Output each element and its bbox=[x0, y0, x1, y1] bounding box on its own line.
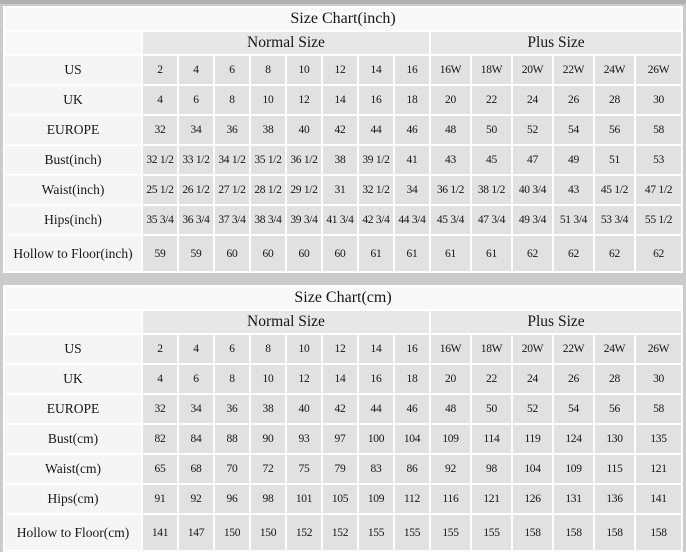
size-value-cell: 12 bbox=[323, 56, 357, 84]
size-value-cell: 26 bbox=[554, 365, 593, 393]
size-value-cell: 141 bbox=[143, 515, 177, 550]
size-value-cell: 115 bbox=[595, 455, 634, 483]
size-value-cell: 75 bbox=[287, 455, 321, 483]
size-value-cell: 62 bbox=[554, 236, 593, 271]
size-value-cell: 39 1/2 bbox=[359, 146, 393, 174]
size-value-cell: 158 bbox=[513, 515, 552, 550]
table-row bbox=[5, 176, 681, 204]
size-value-cell: 43 bbox=[431, 146, 470, 174]
size-value-cell: 10 bbox=[287, 56, 321, 84]
size-value-cell: 18 bbox=[395, 86, 429, 114]
size-value-cell: 24W bbox=[595, 56, 634, 84]
size-value-cell: 51 3/4 bbox=[554, 206, 593, 234]
size-value-cell: 42 3/4 bbox=[359, 206, 393, 234]
size-value-cell: 26W bbox=[636, 56, 681, 84]
size-value-cell: 32 1/2 bbox=[359, 176, 393, 204]
size-value-cell: 24 bbox=[513, 365, 552, 393]
size-value-cell: 44 3/4 bbox=[395, 206, 429, 234]
size-value-cell: 82 bbox=[143, 425, 177, 453]
size-chart-cm-table bbox=[3, 285, 683, 552]
size-value-cell: 31 bbox=[323, 176, 357, 204]
size-value-cell: 36 1/2 bbox=[431, 176, 470, 204]
size-value-cell: 98 bbox=[251, 485, 285, 513]
size-value-cell: 60 bbox=[323, 236, 357, 271]
size-value-cell: 18 bbox=[395, 365, 429, 393]
size-value-cell: 124 bbox=[554, 425, 593, 453]
size-value-cell: 32 bbox=[143, 395, 177, 423]
size-value-cell: 60 bbox=[215, 236, 249, 271]
size-value-cell: 61 bbox=[359, 236, 393, 271]
size-value-cell: 18W bbox=[472, 335, 511, 363]
size-value-cell: 47 3/4 bbox=[472, 206, 511, 234]
size-value-cell: 42 bbox=[323, 395, 357, 423]
size-value-cell: 54 bbox=[554, 395, 593, 423]
size-value-cell: 24W bbox=[595, 335, 634, 363]
size-value-cell: 147 bbox=[179, 515, 213, 550]
size-value-cell: 46 bbox=[395, 395, 429, 423]
size-value-cell: 16 bbox=[395, 335, 429, 363]
size-value-cell: 56 bbox=[595, 395, 634, 423]
size-value-cell: 12 bbox=[287, 86, 321, 114]
size-value-cell: 131 bbox=[554, 485, 593, 513]
size-value-cell: 116 bbox=[431, 485, 470, 513]
table-row bbox=[5, 515, 681, 550]
size-value-cell: 35 3/4 bbox=[143, 206, 177, 234]
size-value-cell: 41 bbox=[395, 146, 429, 174]
row-label: Hips(cm) bbox=[5, 485, 141, 513]
size-value-cell: 58 bbox=[636, 395, 681, 423]
size-value-cell: 61 bbox=[472, 236, 511, 271]
size-value-cell: 30 bbox=[636, 86, 681, 114]
size-value-cell: 36 1/2 bbox=[287, 146, 321, 174]
table-row bbox=[5, 425, 681, 453]
size-value-cell: 38 1/2 bbox=[472, 176, 511, 204]
size-value-cell: 49 3/4 bbox=[513, 206, 552, 234]
row-label: Hips(inch) bbox=[5, 206, 141, 234]
size-value-cell: 62 bbox=[513, 236, 552, 271]
size-value-cell: 26W bbox=[636, 335, 681, 363]
size-value-cell: 150 bbox=[215, 515, 249, 550]
size-value-cell: 36 bbox=[215, 116, 249, 144]
row-label: Hollow to Floor(cm) bbox=[5, 515, 141, 550]
size-value-cell: 4 bbox=[179, 56, 213, 84]
size-value-cell: 121 bbox=[472, 485, 511, 513]
size-value-cell: 65 bbox=[143, 455, 177, 483]
size-value-cell: 158 bbox=[636, 515, 681, 550]
size-value-cell: 61 bbox=[395, 236, 429, 271]
table-title: Size Chart(inch) bbox=[5, 8, 681, 30]
size-value-cell: 36 bbox=[215, 395, 249, 423]
size-value-cell: 109 bbox=[554, 455, 593, 483]
size-value-cell: 60 bbox=[251, 236, 285, 271]
size-value-cell: 119 bbox=[513, 425, 552, 453]
table-row bbox=[5, 56, 681, 84]
size-value-cell: 53 3/4 bbox=[595, 206, 634, 234]
size-value-cell: 33 1/2 bbox=[179, 146, 213, 174]
row-label: Bust(inch) bbox=[5, 146, 141, 174]
size-value-cell: 32 bbox=[143, 116, 177, 144]
group-header: Normal Size bbox=[143, 311, 429, 333]
row-label: UK bbox=[5, 86, 141, 114]
size-value-cell: 28 1/2 bbox=[251, 176, 285, 204]
row-label: Bust(cm) bbox=[5, 425, 141, 453]
size-value-cell: 50 bbox=[472, 395, 511, 423]
group-header: Plus Size bbox=[431, 32, 681, 54]
size-value-cell: 56 bbox=[595, 116, 634, 144]
size-value-cell: 10 bbox=[251, 365, 285, 393]
size-value-cell: 16 bbox=[395, 56, 429, 84]
size-value-cell: 30 bbox=[636, 365, 681, 393]
size-value-cell: 47 1/2 bbox=[636, 176, 681, 204]
size-value-cell: 26 1/2 bbox=[179, 176, 213, 204]
size-value-cell: 4 bbox=[143, 86, 177, 114]
size-value-cell: 34 bbox=[179, 395, 213, 423]
size-value-cell: 72 bbox=[251, 455, 285, 483]
row-label: Waist(inch) bbox=[5, 176, 141, 204]
size-value-cell: 105 bbox=[323, 485, 357, 513]
size-value-cell: 42 bbox=[323, 116, 357, 144]
size-value-cell: 40 3/4 bbox=[513, 176, 552, 204]
size-value-cell: 6 bbox=[215, 56, 249, 84]
size-value-cell: 52 bbox=[513, 395, 552, 423]
size-value-cell: 16W bbox=[431, 335, 470, 363]
table-row bbox=[5, 485, 681, 513]
size-value-cell: 22W bbox=[554, 335, 593, 363]
size-value-cell: 109 bbox=[431, 425, 470, 453]
size-value-cell: 93 bbox=[287, 425, 321, 453]
size-value-cell: 6 bbox=[179, 86, 213, 114]
size-value-cell: 24 bbox=[513, 86, 552, 114]
table-row bbox=[5, 146, 681, 174]
size-value-cell: 41 3/4 bbox=[323, 206, 357, 234]
corner-cell bbox=[5, 311, 141, 333]
size-value-cell: 84 bbox=[179, 425, 213, 453]
size-value-cell: 135 bbox=[636, 425, 681, 453]
size-value-cell: 8 bbox=[215, 365, 249, 393]
size-value-cell: 152 bbox=[323, 515, 357, 550]
size-value-cell: 46 bbox=[395, 116, 429, 144]
table-row bbox=[5, 455, 681, 483]
size-value-cell: 158 bbox=[595, 515, 634, 550]
row-label: UK bbox=[5, 365, 141, 393]
size-value-cell: 4 bbox=[179, 335, 213, 363]
size-value-cell: 58 bbox=[636, 116, 681, 144]
size-value-cell: 14 bbox=[359, 56, 393, 84]
size-value-cell: 62 bbox=[636, 236, 681, 271]
size-value-cell: 34 bbox=[179, 116, 213, 144]
size-value-cell: 155 bbox=[359, 515, 393, 550]
size-value-cell: 70 bbox=[215, 455, 249, 483]
table-row bbox=[5, 236, 681, 271]
size-value-cell: 92 bbox=[431, 455, 470, 483]
size-value-cell: 47 bbox=[513, 146, 552, 174]
size-value-cell: 14 bbox=[323, 365, 357, 393]
size-value-cell: 8 bbox=[215, 86, 249, 114]
size-value-cell: 155 bbox=[472, 515, 511, 550]
row-label: US bbox=[5, 56, 141, 84]
size-value-cell: 91 bbox=[143, 485, 177, 513]
size-value-cell: 18W bbox=[472, 56, 511, 84]
table-row bbox=[5, 395, 681, 423]
size-value-cell: 25 1/2 bbox=[143, 176, 177, 204]
size-value-cell: 112 bbox=[395, 485, 429, 513]
size-value-cell: 22W bbox=[554, 56, 593, 84]
size-value-cell: 98 bbox=[472, 455, 511, 483]
size-value-cell: 126 bbox=[513, 485, 552, 513]
row-label: Hollow to Floor(inch) bbox=[5, 236, 141, 271]
size-value-cell: 45 bbox=[472, 146, 511, 174]
size-value-cell: 121 bbox=[636, 455, 681, 483]
size-value-cell: 14 bbox=[359, 335, 393, 363]
row-label: EUROPE bbox=[5, 395, 141, 423]
size-value-cell: 35 1/2 bbox=[251, 146, 285, 174]
size-value-cell: 50 bbox=[472, 116, 511, 144]
size-charts-container bbox=[0, 4, 686, 552]
size-value-cell: 20 bbox=[431, 86, 470, 114]
table-title-row bbox=[5, 287, 681, 309]
size-value-cell: 34 1/2 bbox=[215, 146, 249, 174]
size-value-cell: 10 bbox=[251, 86, 285, 114]
size-value-cell: 6 bbox=[179, 365, 213, 393]
size-value-cell: 101 bbox=[287, 485, 321, 513]
size-value-cell: 104 bbox=[395, 425, 429, 453]
row-label: US bbox=[5, 335, 141, 363]
size-value-cell: 86 bbox=[395, 455, 429, 483]
size-value-cell: 155 bbox=[431, 515, 470, 550]
size-value-cell: 39 3/4 bbox=[287, 206, 321, 234]
size-value-cell: 104 bbox=[513, 455, 552, 483]
size-value-cell: 97 bbox=[323, 425, 357, 453]
size-value-cell: 45 3/4 bbox=[431, 206, 470, 234]
size-value-cell: 48 bbox=[431, 395, 470, 423]
table-title: Size Chart(cm) bbox=[5, 287, 681, 309]
size-value-cell: 88 bbox=[215, 425, 249, 453]
size-value-cell: 27 1/2 bbox=[215, 176, 249, 204]
size-value-cell: 141 bbox=[636, 485, 681, 513]
table-row bbox=[5, 335, 681, 363]
size-value-cell: 38 3/4 bbox=[251, 206, 285, 234]
size-value-cell: 150 bbox=[251, 515, 285, 550]
size-value-cell: 136 bbox=[595, 485, 634, 513]
table-row bbox=[5, 86, 681, 114]
size-value-cell: 40 bbox=[287, 116, 321, 144]
size-value-cell: 114 bbox=[472, 425, 511, 453]
size-value-cell: 26 bbox=[554, 86, 593, 114]
row-label: EUROPE bbox=[5, 116, 141, 144]
size-value-cell: 83 bbox=[359, 455, 393, 483]
size-value-cell: 44 bbox=[359, 116, 393, 144]
size-value-cell: 155 bbox=[395, 515, 429, 550]
size-value-cell: 28 bbox=[595, 365, 634, 393]
size-value-cell: 8 bbox=[251, 56, 285, 84]
size-value-cell: 92 bbox=[179, 485, 213, 513]
size-value-cell: 6 bbox=[215, 335, 249, 363]
size-value-cell: 44 bbox=[359, 395, 393, 423]
size-value-cell: 61 bbox=[431, 236, 470, 271]
size-chart-inch-table bbox=[3, 6, 683, 273]
size-value-cell: 90 bbox=[251, 425, 285, 453]
size-value-cell: 29 1/2 bbox=[287, 176, 321, 204]
row-label: Waist(cm) bbox=[5, 455, 141, 483]
size-value-cell: 152 bbox=[287, 515, 321, 550]
size-value-cell: 10 bbox=[287, 335, 321, 363]
size-value-cell: 2 bbox=[143, 56, 177, 84]
size-value-cell: 38 bbox=[251, 116, 285, 144]
size-value-cell: 12 bbox=[323, 335, 357, 363]
size-value-cell: 49 bbox=[554, 146, 593, 174]
size-value-cell: 20 bbox=[431, 365, 470, 393]
size-value-cell: 158 bbox=[554, 515, 593, 550]
size-value-cell: 53 bbox=[636, 146, 681, 174]
size-value-cell: 28 bbox=[595, 86, 634, 114]
size-value-cell: 51 bbox=[595, 146, 634, 174]
size-value-cell: 16 bbox=[359, 365, 393, 393]
size-value-cell: 8 bbox=[251, 335, 285, 363]
table-row bbox=[5, 116, 681, 144]
size-value-cell: 62 bbox=[595, 236, 634, 271]
size-value-cell: 55 1/2 bbox=[636, 206, 681, 234]
size-value-cell: 20W bbox=[513, 335, 552, 363]
size-value-cell: 79 bbox=[323, 455, 357, 483]
size-value-cell: 36 3/4 bbox=[179, 206, 213, 234]
size-value-cell: 45 1/2 bbox=[595, 176, 634, 204]
size-value-cell: 59 bbox=[143, 236, 177, 271]
size-value-cell: 130 bbox=[595, 425, 634, 453]
table-row bbox=[5, 365, 681, 393]
size-value-cell: 48 bbox=[431, 116, 470, 144]
size-value-cell: 54 bbox=[554, 116, 593, 144]
size-value-cell: 12 bbox=[287, 365, 321, 393]
size-value-cell: 40 bbox=[287, 395, 321, 423]
table-title-row bbox=[5, 8, 681, 30]
table-row bbox=[5, 206, 681, 234]
size-value-cell: 68 bbox=[179, 455, 213, 483]
corner-cell bbox=[5, 32, 141, 54]
size-value-cell: 20W bbox=[513, 56, 552, 84]
size-value-cell: 60 bbox=[287, 236, 321, 271]
size-value-cell: 2 bbox=[143, 335, 177, 363]
group-header: Normal Size bbox=[143, 32, 429, 54]
size-value-cell: 38 bbox=[251, 395, 285, 423]
size-value-cell: 37 3/4 bbox=[215, 206, 249, 234]
size-value-cell: 96 bbox=[215, 485, 249, 513]
group-header: Plus Size bbox=[431, 311, 681, 333]
size-value-cell: 22 bbox=[472, 365, 511, 393]
size-value-cell: 100 bbox=[359, 425, 393, 453]
size-value-cell: 14 bbox=[323, 86, 357, 114]
size-value-cell: 16 bbox=[359, 86, 393, 114]
size-value-cell: 32 1/2 bbox=[143, 146, 177, 174]
group-header-row bbox=[5, 311, 681, 333]
size-value-cell: 43 bbox=[554, 176, 593, 204]
size-value-cell: 16W bbox=[431, 56, 470, 84]
size-value-cell: 22 bbox=[472, 86, 511, 114]
size-value-cell: 4 bbox=[143, 365, 177, 393]
size-value-cell: 34 bbox=[395, 176, 429, 204]
size-value-cell: 109 bbox=[359, 485, 393, 513]
size-value-cell: 59 bbox=[179, 236, 213, 271]
size-value-cell: 38 bbox=[323, 146, 357, 174]
size-value-cell: 52 bbox=[513, 116, 552, 144]
group-header-row bbox=[5, 32, 681, 54]
